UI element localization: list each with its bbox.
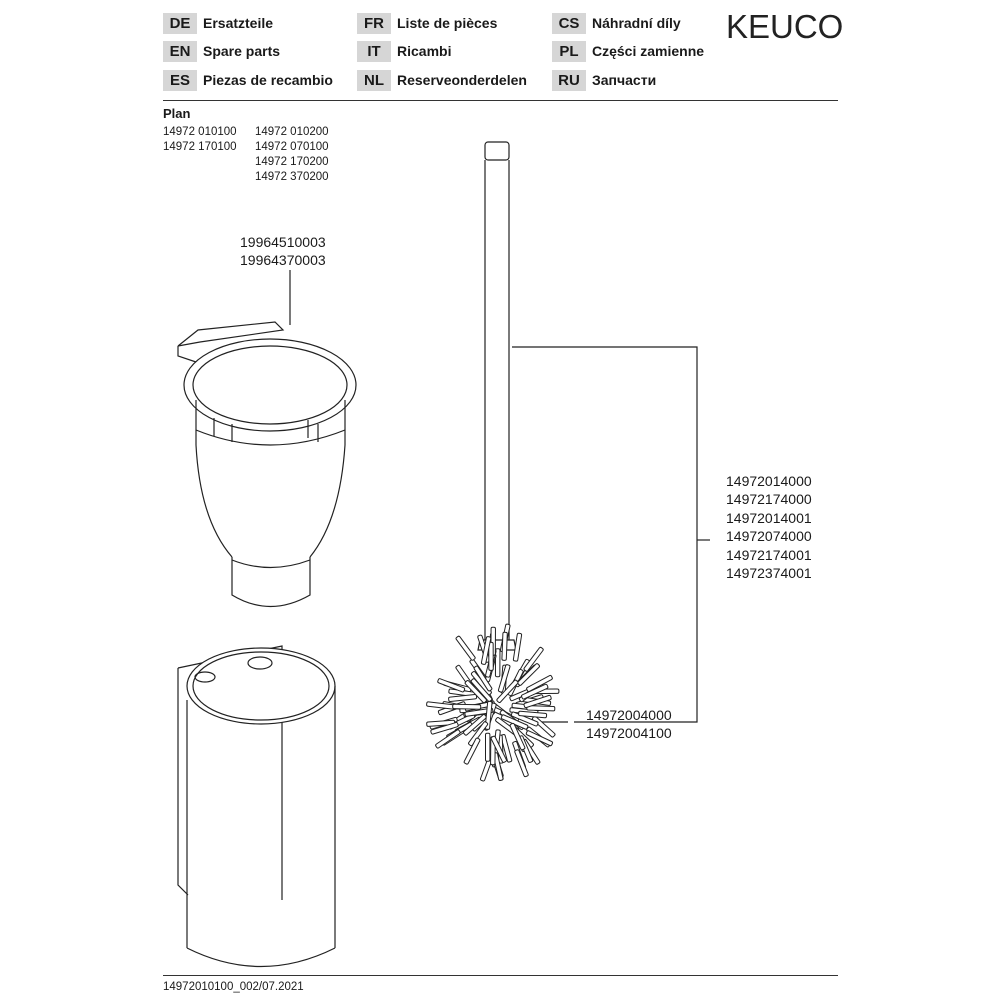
brush-handle-illustration: [478, 142, 516, 650]
lang-code-es: ES: [163, 70, 197, 91]
model-number: 14972 070100: [255, 141, 329, 153]
bristle: [486, 733, 490, 761]
part-number-handle: 14972374001: [726, 565, 812, 581]
part-number-handle: 14972014001: [726, 510, 812, 526]
lang-code-it: IT: [357, 41, 391, 62]
product-name: Plan: [163, 106, 191, 121]
lang-code-fr: FR: [357, 13, 391, 34]
bristle: [455, 636, 475, 661]
model-number: 14972 170100: [163, 141, 237, 153]
lang-label-pl: Części zamienne: [592, 43, 705, 59]
part-number-handle: 14972174000: [726, 491, 812, 507]
lang-code-cs: CS: [552, 13, 586, 34]
model-number: 14972 370200: [255, 171, 329, 183]
document-id: 14972010100_002/07.2021: [163, 981, 304, 993]
lang-code-pl: PL: [552, 41, 586, 62]
part-number-insert: 19964370003: [240, 252, 326, 268]
model-number: 14972 170200: [255, 156, 329, 168]
lang-label-ru: Запчасти: [592, 72, 657, 88]
bristle: [502, 632, 507, 660]
lang-label-cs: Náhradní díly: [592, 15, 681, 31]
lang-code-ru: RU: [552, 70, 586, 91]
part-number-handle: 14972174001: [726, 547, 812, 563]
bristle: [453, 704, 481, 709]
part-number-brush-head: 14972004000: [586, 707, 672, 723]
part-number-brush-head: 14972004100: [586, 725, 672, 741]
lang-code-nl: NL: [357, 70, 391, 91]
lang-label-nl: Reserveonderdelen: [397, 72, 527, 88]
brush-head-illustration: [426, 624, 558, 782]
lang-label-it: Ricambi: [397, 43, 452, 59]
part-number-handle: 14972014000: [726, 473, 812, 489]
lang-code-en: EN: [163, 41, 197, 62]
lang-label-en: Spare parts: [203, 43, 281, 59]
bristle: [448, 694, 476, 701]
insert-cup-illustration: [178, 322, 356, 607]
lang-code-de: DE: [163, 13, 197, 34]
brand-logo: KEUCO: [726, 8, 844, 45]
lang-label-es: Piezas de recambio: [203, 72, 333, 88]
holder-illustration: [178, 646, 335, 967]
part-number-insert: 19964510003: [240, 234, 326, 250]
footer-divider: [163, 975, 838, 976]
lang-label-de: Ersatzteile: [203, 15, 274, 31]
model-number: 14972 010100: [163, 126, 237, 138]
part-number-handle: 14972074000: [726, 528, 812, 544]
model-number: 14972 010200: [255, 126, 329, 138]
lang-label-fr: Liste de pièces: [397, 15, 498, 31]
